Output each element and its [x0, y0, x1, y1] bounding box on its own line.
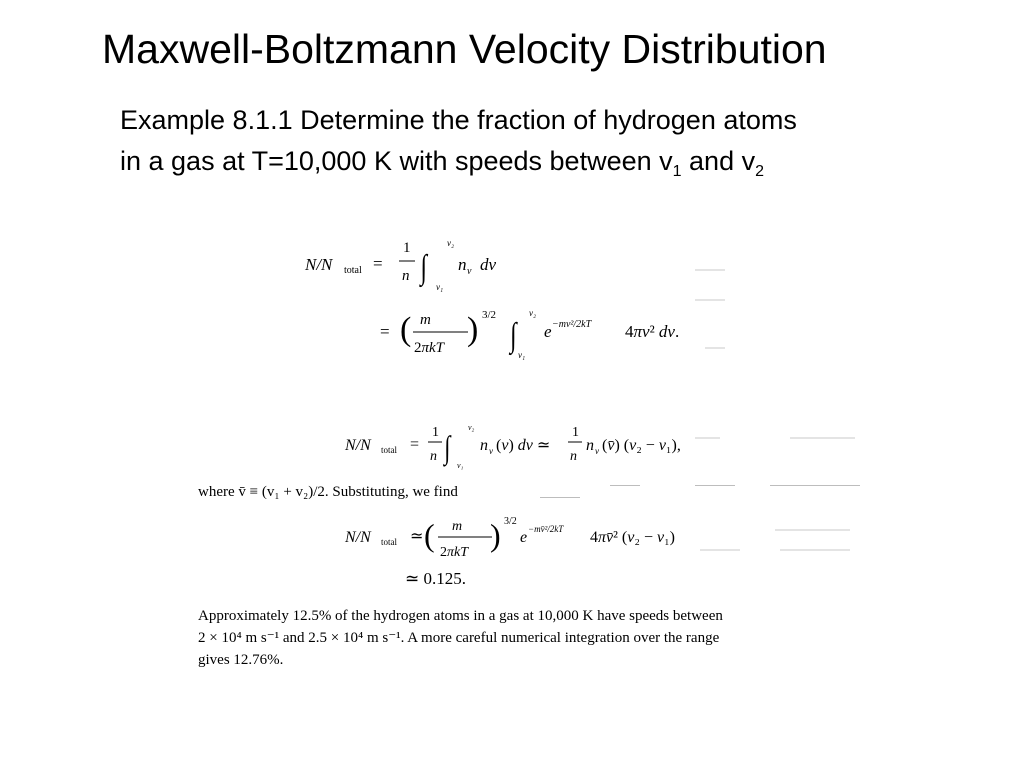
svg-text:v: v — [595, 446, 599, 456]
scan-artifact — [540, 497, 580, 498]
paragraph-line-3: gives 12.76%. — [198, 652, 284, 668]
svg-text:−mv̄²/2kT: −mv̄²/2kT — [528, 524, 564, 534]
svg-text:): ) — [490, 517, 501, 553]
svg-text:e: e — [520, 529, 528, 546]
where-text: where v̄ ≡ (v₁ + v₂)/2. Substituting, we find — [198, 484, 458, 500]
svg-text:dv: dv — [480, 255, 497, 274]
svg-text:(: ( — [424, 517, 435, 553]
svg-text:): ) — [467, 311, 479, 348]
eq5-lhs-sub: total — [381, 537, 397, 547]
scan-artifact — [695, 485, 735, 486]
svg-text:(: ( — [400, 311, 412, 348]
svg-text:∫: ∫ — [510, 317, 517, 355]
svg-text:n: n — [480, 437, 488, 454]
eq5-lhs: N/N — [345, 529, 371, 546]
svg-text:e: e — [544, 322, 552, 341]
svg-text:n: n — [570, 449, 577, 464]
example-line-2: in a gas at T=10,000 K with speeds between $v_1$ and $v_2$ — [120, 146, 764, 180]
paragraph-line-1: Approximately 12.5% of the hydrogen atoms in a gas at 10,000 K have speeds between — [198, 608, 723, 624]
svg-text:n: n — [458, 255, 467, 274]
svg-text:m: m — [452, 519, 463, 534]
svg-text:2πkT: 2πkT — [440, 545, 469, 560]
equation-image-3 — [340, 510, 860, 566]
svg-text:(v) dv ≃: (v) dv ≃ — [496, 437, 551, 454]
svg-text:v: v — [467, 266, 472, 277]
result-value: ≃ 0.125. — [405, 569, 466, 588]
svg-text:∫: ∫ — [444, 429, 451, 465]
svg-text:=: = — [410, 436, 420, 453]
svg-text:v₂: v₂ — [468, 423, 475, 432]
svg-text:m: m — [420, 312, 431, 328]
equation-image-1 — [300, 232, 740, 362]
svg-text:1: 1 — [572, 425, 579, 440]
svg-text:4πv̄² (v₂ − v₁): 4πv̄² (v₂ − v₁) — [590, 529, 675, 546]
eq1-lhs: N/N — [305, 255, 333, 274]
svg-text:n: n — [586, 437, 594, 454]
svg-text:(v̄) (v₂ − v₁),: (v̄) (v₂ − v₁), — [602, 437, 681, 454]
svg-text:3/2: 3/2 — [482, 309, 497, 321]
svg-text:≃: ≃ — [410, 528, 424, 545]
svg-text:2πkT: 2πkT — [414, 340, 445, 356]
svg-text:−mv²/2kT: −mv²/2kT — [552, 319, 592, 330]
eq3-lhs-sub: total — [381, 445, 397, 455]
paragraph-line-2: 2 × 10⁴ m s⁻¹ and 2.5 × 10⁴ m s⁻¹. A more careful numerical integration over the range — [198, 630, 720, 646]
svg-text:4πv² dv.: 4πv² dv. — [625, 322, 680, 341]
svg-text:n: n — [402, 268, 410, 284]
svg-text:v₁: v₁ — [436, 282, 444, 292]
svg-text:n: n — [430, 449, 437, 464]
svg-text:v₂: v₂ — [447, 238, 455, 248]
scan-artifact — [770, 485, 860, 486]
svg-text:1: 1 — [432, 425, 439, 440]
conclusion-paragraph — [198, 605, 858, 671]
svg-text:=: = — [373, 254, 383, 273]
svg-text:∫: ∫ — [420, 249, 427, 287]
scan-artifact — [610, 485, 640, 486]
svg-text:1: 1 — [403, 240, 411, 256]
svg-text:v₂: v₂ — [529, 308, 537, 318]
example-text — [120, 100, 797, 182]
svg-text:v₁: v₁ — [518, 350, 526, 360]
svg-text:v₁: v₁ — [457, 461, 464, 470]
svg-text:3/2: 3/2 — [504, 516, 517, 527]
svg-text:=: = — [380, 322, 390, 341]
slide-title: Maxwell-Boltzmann Velocity Distribution — [102, 26, 827, 72]
eq3-lhs: N/N — [345, 437, 371, 454]
svg-text:v: v — [489, 446, 493, 456]
example-line-1: Example 8.1.1 Determine the fraction of hydrogen atoms — [120, 105, 797, 135]
equation-image-2 — [340, 420, 860, 480]
eq1-lhs-sub: total — [344, 265, 362, 276]
